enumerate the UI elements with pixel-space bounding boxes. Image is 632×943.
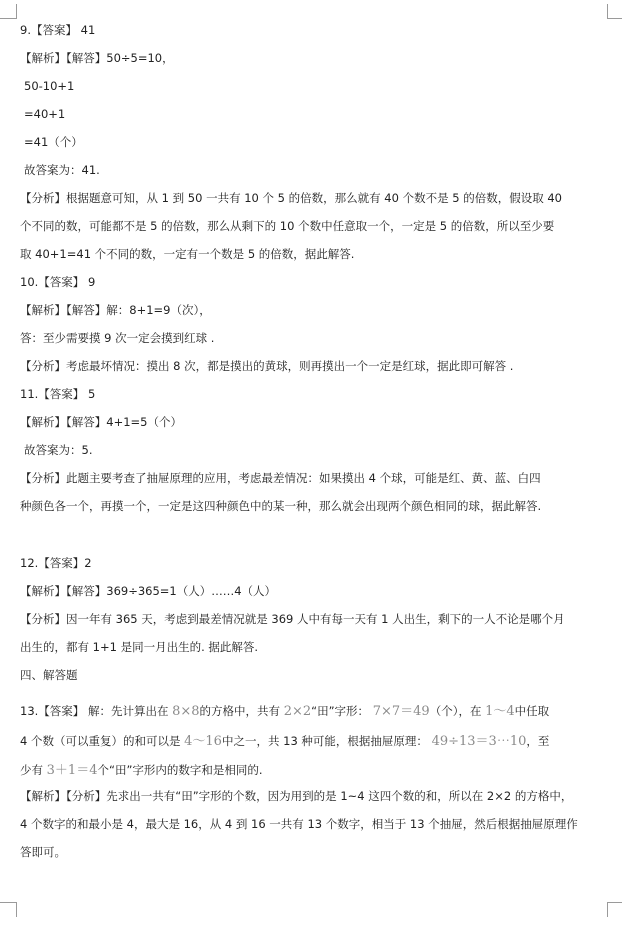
crop-mark-bottom-left <box>0 902 17 917</box>
q9-jiexi: 【解析】【解答】50÷5=10， <box>20 51 174 65</box>
q12-fenxi-line1: 【分析】因一年有 365 天，考虑到最差情况就是 369 人中有每一天有 1 人出生，剩下的一人不论是哪个月 <box>20 612 565 626</box>
q13-l3-a: 少有 <box>20 763 43 777</box>
q12-fenxi-line2: 出生的，都有 1+1 是同一月出生的. 据此解答. <box>20 640 259 654</box>
q12-jiexi: 【解析】【解答】369÷365=1（人）……4（人） <box>20 584 277 598</box>
formula-7x7: 7×7＝49 <box>372 704 430 719</box>
crop-mark-bottom-right <box>607 902 622 917</box>
q13-l2-c: ，至 <box>526 734 550 748</box>
q10-answer: 10.【答案】 9 <box>20 275 96 289</box>
q9-step2: =40+1 <box>24 107 66 121</box>
q9-result: 故答案为：41. <box>24 163 100 177</box>
q13-l1-c: “田”字形： <box>311 704 370 718</box>
formula-49div13: 49÷13＝3⋯10 <box>431 734 527 749</box>
crop-mark-top-right <box>607 4 622 19</box>
formula-1-4: 1～4 <box>485 704 515 719</box>
q11-answer: 11.【答案】 5 <box>20 387 96 401</box>
q10-fenxi: 【分析】考虑最坏情况：摸出 8 次，都是摸出的黄球，则再摸出一个一定是红球，据此即可解答 . <box>20 359 514 373</box>
q9-step1: 50-10+1 <box>24 79 75 93</box>
q11-result: 故答案为：5. <box>24 443 93 457</box>
q9-fenxi-line3: 取 40+1=41 个不同的数，一定有一个数是 5 的倍数，据此解答. <box>20 247 355 261</box>
q11-fenxi-line2: 种颜色各一个，再摸一个，一定是这四种颜色中的某一种，那么就会出现两个颜色相同的球，据此解答. <box>20 499 542 513</box>
q13-l1-e: 中任取 <box>514 704 550 718</box>
q13-l1-b: 的方格中，共有 <box>199 704 281 718</box>
q13-l3-b: 个“田”字形内的数字和是相同的. <box>97 763 263 777</box>
q13-jiexi-line3: 答即可。 <box>20 845 66 859</box>
crop-mark-top-left <box>0 4 17 19</box>
formula-2x2: 2×2 <box>283 704 312 719</box>
q9-fenxi-line2: 个不同的数，可能都不是 5 的倍数，那么从剩下的 10 个数中任意取一个，一定是 5 的倍数，所以至少要 <box>20 219 555 233</box>
formula-8x8: 8×8 <box>172 704 200 719</box>
q10-da: 答：至少需要摸 9 次一定会摸到红球 . <box>20 331 215 345</box>
q12-answer: 12.【答案】2 <box>20 556 92 570</box>
q13-jiexi-line2: 4 个数字的和最小是 4，最大是 16，从 4 到 16 一共有 13 个数字，相当于 13 个抽屉，然后根据抽屉原理作 <box>20 817 578 831</box>
formula-3plus1: 3＋1＝4 <box>46 763 98 778</box>
q13-l1-a: 13.【答案】 解：先计算出在 <box>20 704 169 718</box>
q13-l2-a: 4 个数（可以重复）的和可以是 <box>20 734 181 748</box>
q13-l2-b: 中之一，共 13 种可能，根据抽屉原理： <box>221 734 428 748</box>
q13-answer-line1 <box>20 703 549 720</box>
q13-answer-line2 <box>20 733 549 750</box>
q13-l1-d: （个），在 <box>429 704 482 718</box>
section-heading: 四、解答题 <box>20 668 78 682</box>
q11-jiexi: 【解析】【解答】4+1=5（个） <box>20 415 182 429</box>
q9-step3: =41（个） <box>24 135 83 149</box>
q13-answer-line3 <box>20 762 263 779</box>
q13-jiexi-line1: 【解析】【分析】先求出一共有“田”字形的个数，因为用到的是 1~4 这四个数的和，所以在 2×2 的方格中， <box>20 789 573 803</box>
q9-answer: 9.【答案】 41 <box>20 23 96 37</box>
formula-4-16: 4～16 <box>184 734 222 749</box>
q11-fenxi-line1: 【分析】此题主要考查了抽屉原理的应用，考虑最差情况：如果摸出 4 个球，可能是红、黄、蓝、白四 <box>20 471 541 485</box>
q10-jiexi: 【解析】【解答】解：8+1=9（次）， <box>20 303 211 317</box>
q9-fenxi-line1: 【分析】根据题意可知，从 1 到 50 一共有 10 个 5 的倍数，那么就有 40 个数不是 5 的倍数，假设取 40 <box>20 191 563 205</box>
